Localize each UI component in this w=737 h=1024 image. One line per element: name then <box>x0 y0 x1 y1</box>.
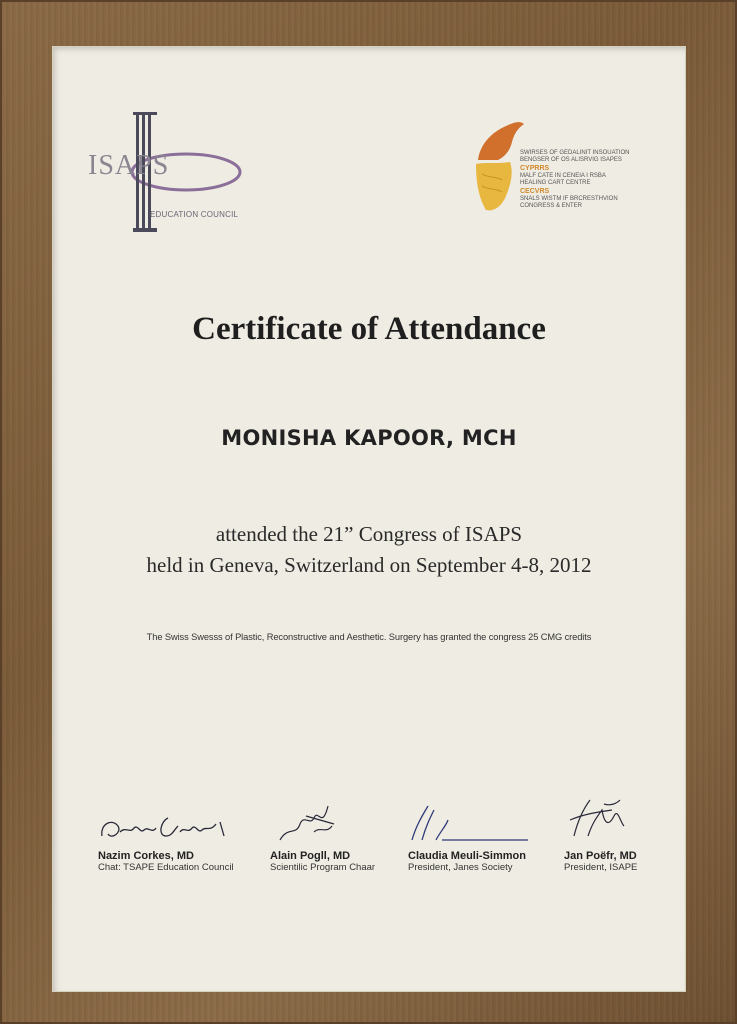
signatory-name: Jan Poëfr, MD <box>564 850 637 862</box>
attendance-line-2: held in Geneva, Switzerland on September 4-8, 2012 <box>146 553 592 577</box>
handwritten-signature-1 <box>98 796 238 848</box>
isaps-wordmark: ISAPS <box>88 150 170 181</box>
partner-line: MALF CATE IN CENEIA I RSBA <box>520 173 606 179</box>
signature-block-2 <box>270 796 420 873</box>
signatory-role: President, ISAPE <box>564 862 638 873</box>
handwritten-signature-2 <box>270 796 390 848</box>
partner-line: HEALING CART CENTRE <box>520 180 591 186</box>
handwritten-signature-4 <box>564 796 664 848</box>
partner-line: SWIRSES OF GEDALINIT INSOUATION <box>520 150 630 156</box>
partner-line: BENGSER OF OS ALISRVIG ISAPES <box>520 157 622 163</box>
attendance-line-1: attended the 21” Congress of ISAPS <box>215 522 523 546</box>
partner-line: SNALS WISTM IF BRCRESTHVION <box>520 196 618 202</box>
isaps-subtitle: EDUCATION COUNCIL <box>150 210 239 219</box>
recipient-name: MONISHA KAPOOR, MCH <box>221 426 517 450</box>
signatory-role: Scientilic Program Chaar <box>270 862 376 873</box>
signatory-name: Claudia Meuli-Simmon <box>408 850 526 862</box>
certificate-title: Certificate of Attendance <box>192 311 546 347</box>
signature-block-4 <box>564 796 714 873</box>
hand-emblem-icon <box>470 114 526 224</box>
partner-line-accent: CYPRRS <box>520 165 550 172</box>
attendance-statement <box>52 519 686 581</box>
partner-line: CONGRESS & ENTER <box>520 203 583 209</box>
signatory-role: President, Janes Society <box>408 862 513 873</box>
partner-logo <box>470 114 670 234</box>
credits-statement: The Swiss Swesss of Plastic, Reconstructive and Aesthetic. Surgery has granted the congress 25 CMG credits <box>146 632 592 642</box>
signature-block-3 <box>408 796 558 873</box>
certificate-paper <box>52 46 686 992</box>
signatory-name: Alain Pogll, MD <box>270 850 351 862</box>
partner-text-block <box>520 150 670 210</box>
isaps-logo <box>88 104 258 234</box>
signature-block-1 <box>98 796 248 873</box>
signatory-name: Nazim Corkes, MD <box>98 850 194 862</box>
partner-line-accent: CECVRS <box>520 188 550 195</box>
signatory-role: Chat: TSAPE Education Council <box>98 862 234 873</box>
handwritten-signature-3 <box>408 796 538 848</box>
